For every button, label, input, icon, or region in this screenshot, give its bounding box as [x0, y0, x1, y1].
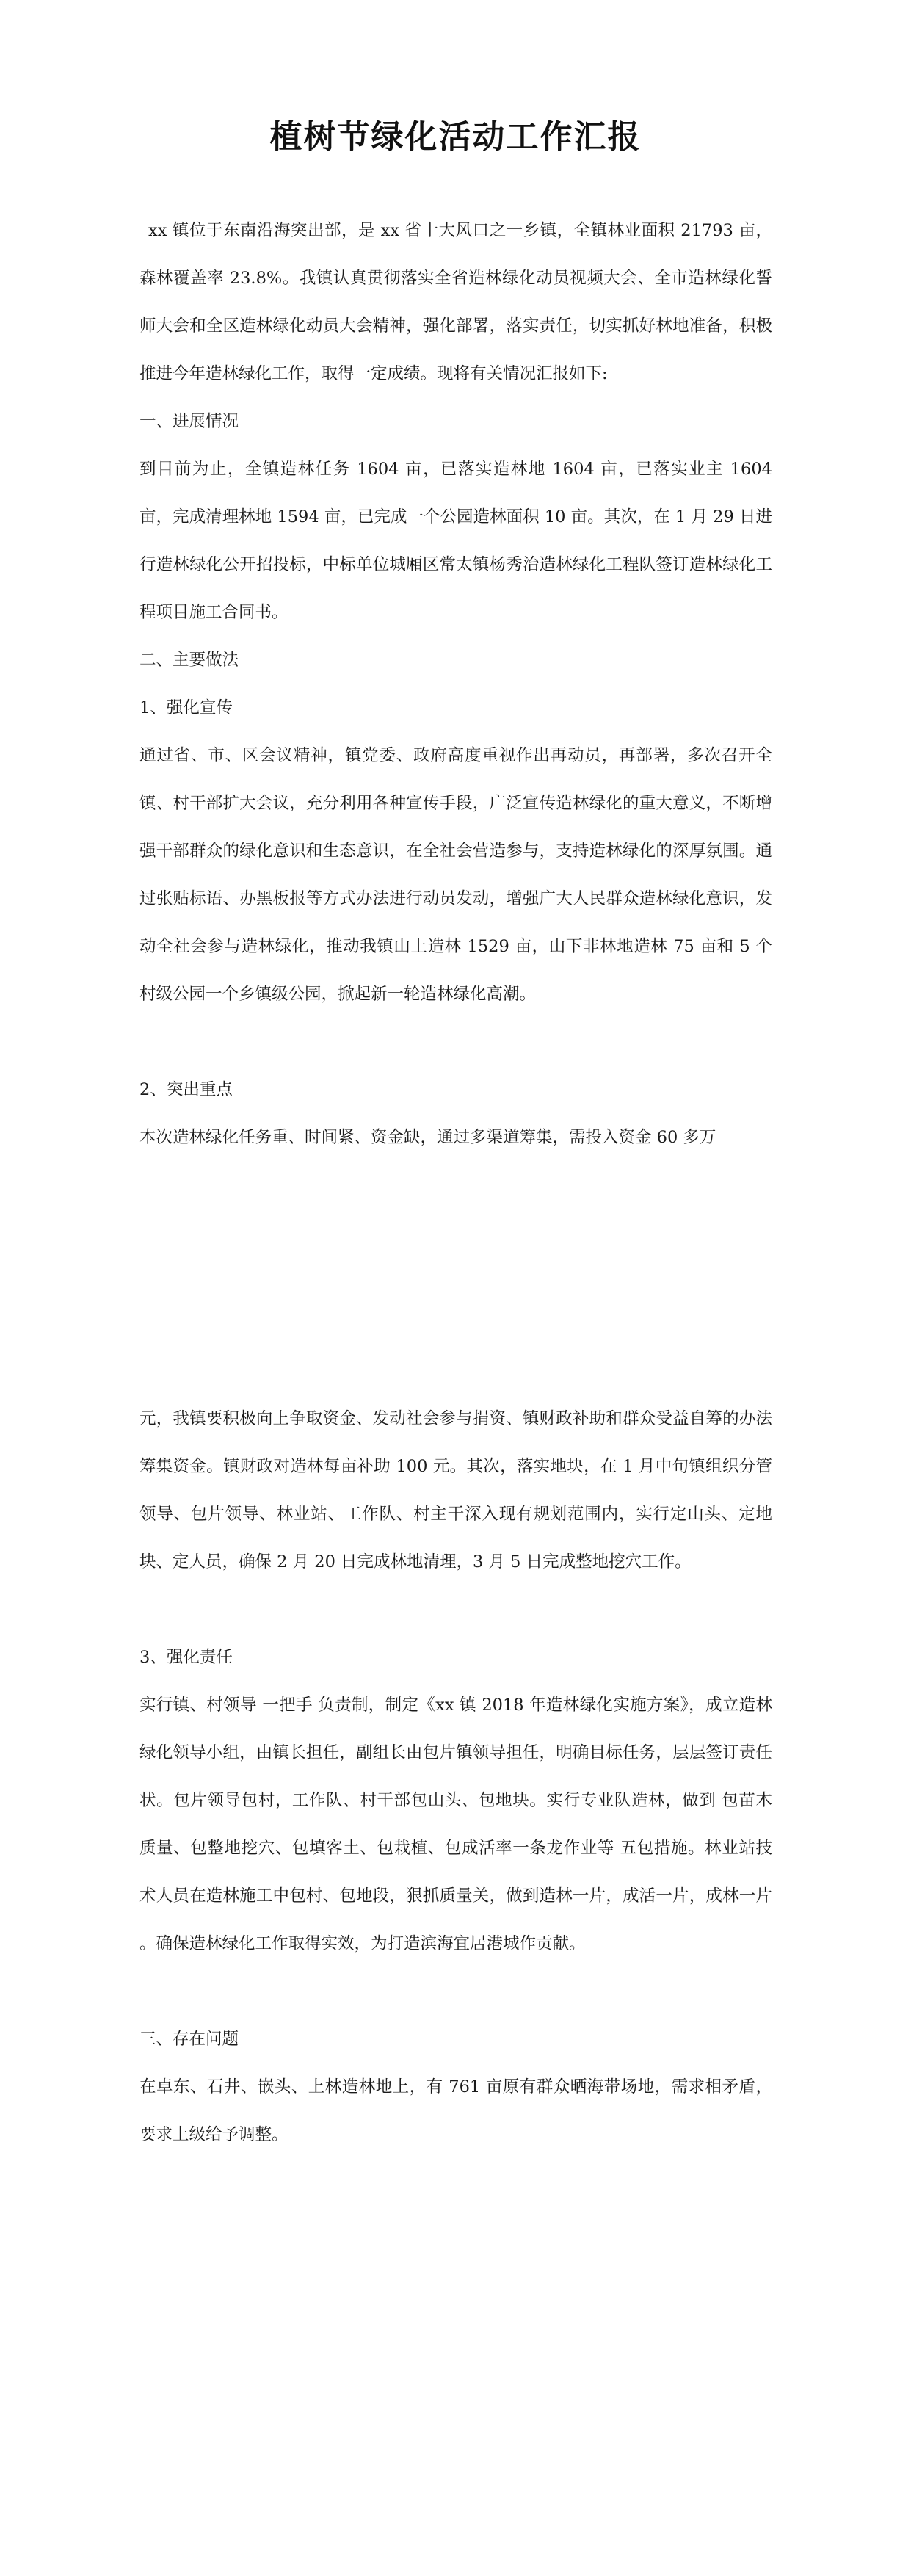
document-title: 植树节绿化活动工作汇报 [269, 118, 642, 156]
subheading-responsibility: 3、强化责任 [139, 1648, 233, 1667]
publicity-paragraph: 通过省、市、区会议精神，镇党委、政府高度重视作出再动员，再部署，多次召开全镇、村干部扩大会议，充分利用各种宣传手段，广泛宣传造林绿化的重大意义，不断增强干部群众的绿化意识和生态意识，在全社会营造参与，支持造林绿化的深厚氛围。通过张贴标语、办黑板报等方式办法进行动员发动，增强广大人民群众造林绿化意识，发动全社会参与造林绿化，推动我镇山上造林 1529 亩，山下非林地造林 75 亩和 5 个村级公园一个乡镇级公园，掀起新一轮造林绿化高潮。 [139, 746, 772, 1004]
section-heading-problems: 三、存在问题 [139, 2030, 239, 2049]
problems-paragraph: 在卓东、石井、嵌头、上林造林地上，有 761 亩原有群众晒海带场地，需求相矛盾，要求上级给予调整。 [139, 2077, 772, 2144]
focus-paragraph-start: 本次造林绿化任务重、时间紧、资金缺，通过多渠道筹集，需投入资金 60 多万 [139, 1128, 716, 1147]
subheading-focus: 2、突出重点 [139, 1080, 233, 1099]
section-heading-measures: 二、主要做法 [139, 651, 239, 670]
responsibility-paragraph: 实行镇、村领导 一把手 负责制，制定《xx 镇 2018 年造林绿化实施方案》，成立造林绿化领导小组，由镇长担任，副组长由包片镇领导担任，明确目标任务，层层签订责任状。包片领导包村，工作队、村干部包山头、包地块。实行专业队造林，做到 包苗木质量、包整地挖穴、包填客土、包栽植、包成活率一条龙作业等 五包措施。林业站技术人员在造林施工中包村、包地段，狠抓质量关，做到造林一片，成活一片，成林一片 。确保造林绿化工作取得实效，为打造滨海宜居港城作贡献。 [139, 1696, 772, 1953]
section-heading-progress: 一、进展情况 [139, 412, 239, 431]
subheading-publicity: 1、强化宣传 [139, 698, 233, 717]
intro-paragraph: xx 镇位于东南沿海突出部，是 xx 省十大风口之一乡镇，全镇林业面积 21793 亩，森林覆盖率 23.8%。我镇认真贯彻落实全省造林绿化动员视频大会、全市造林绿化誓师大会和全区造林绿化动员大会精神，强化部署，落实责任，切实抓好林地准备，积极推进今年造林绿化工作，取得一定成绩。现将有关情况汇报如下: [139, 221, 772, 383]
progress-paragraph: 到目前为止，全镇造林任务 1604 亩，已落实造林地 1604 亩，已落实业主 1604 亩，完成清理林地 1594 亩，已完成一个公园造林面积 10 亩。其次，在 1 月 29 日进行造林绿化公开招投标，中标单位城厢区常太镇杨秀治造林绿化工程队签订造林绿化工程项目施工合同书。 [139, 460, 772, 622]
focus-paragraph-end: 元，我镇要积极向上争取资金、发动社会参与捐资、镇财政补助和群众受益自筹的办法筹集资金。镇财政对造林每亩补助 100 元。其次，落实地块，在 1 月中旬镇组织分管领导、包片领导、林业站、工作队、村主干深入现有规划范围内，实行定山头、定地块、定人员，确保 2 月 20 日完成林地清理，3 月 5 日完成整地挖穴工作。 [139, 1409, 772, 1571]
